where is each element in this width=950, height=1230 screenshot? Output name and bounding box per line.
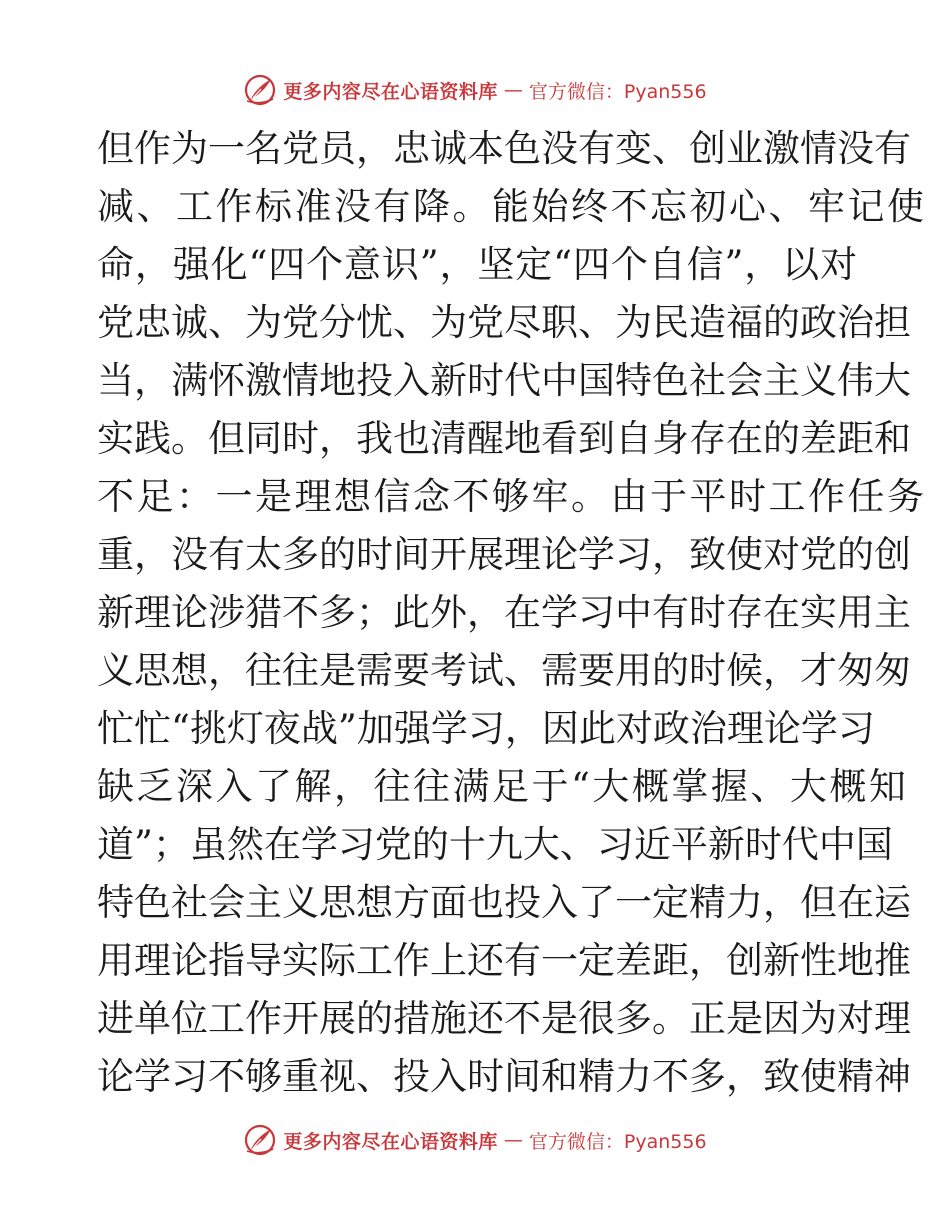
text-line-15: 用理论指导实际工作上还有一定差距，创新性地推 (97, 939, 911, 982)
footer-banner-text: 更多内容尽在心语资料库 (283, 1130, 498, 1153)
text-line-2: 减、工作标准没有降。能始终不忘初心、牢记使 (97, 185, 927, 228)
header-banner-text: 更多内容尽在心语资料库 (283, 80, 498, 103)
footer-banner (0, 1120, 950, 1160)
header-contact: 官方微信：Pyan556 (528, 80, 707, 103)
text-line-16: 进单位工作开展的措施还不是很多。正是因为对理 (97, 997, 911, 1040)
text-line-3: 命，强化“四个意识”，坚定“四个自信”，以对 (97, 243, 857, 286)
footer-contact: 官方微信：Pyan556 (528, 1130, 707, 1153)
text-line-4: 党忠诚、为党分忧、为党尽职、为民造福的政治担 (97, 301, 911, 344)
header-separator: — (503, 79, 523, 101)
text-line-8: 重，没有太多的时间开展理论学习，致使对党的创 (97, 533, 911, 576)
footer-separator: — (503, 1129, 523, 1151)
document-body (97, 120, 927, 1106)
text-line-14: 特色社会主义思想方面也投入了一定精力，但在运 (97, 881, 911, 924)
text-line-6: 实践。但同时，我也清醒地看到自身存在的差距和 (97, 417, 911, 460)
text-line-9: 新理论涉猎不多；此外，在学习中有时存在实用主 (97, 591, 911, 634)
text-line-7: 不足：一是理想信念不够牢。由于平时工作任务 (97, 475, 927, 518)
header-banner (0, 70, 950, 110)
text-line-5: 当，满怀激情地投入新时代中国特色社会主义伟大 (97, 359, 911, 402)
quill-logo-icon (243, 1123, 277, 1157)
text-line-13: 道”；虽然在学习党的十九大、习近平新时代中国 (97, 823, 893, 866)
text-line-17: 论学习不够重视、投入时间和精力不多，致使精神 (97, 1055, 911, 1098)
text-line-11: 忙忙“挑灯夜战”加强学习，因此对政治理论学习 (97, 707, 875, 750)
quill-logo-icon (243, 73, 277, 107)
text-line-10: 义思想，往往是需要考试、需要用的时候，才匆匆 (97, 649, 911, 692)
text-line-12: 缺乏深入了解，往往满足于“大概掌握、大概知 (97, 765, 909, 808)
text-line-1: 但作为一名党员，忠诚本色没有变、创业激情没有 (97, 127, 911, 170)
